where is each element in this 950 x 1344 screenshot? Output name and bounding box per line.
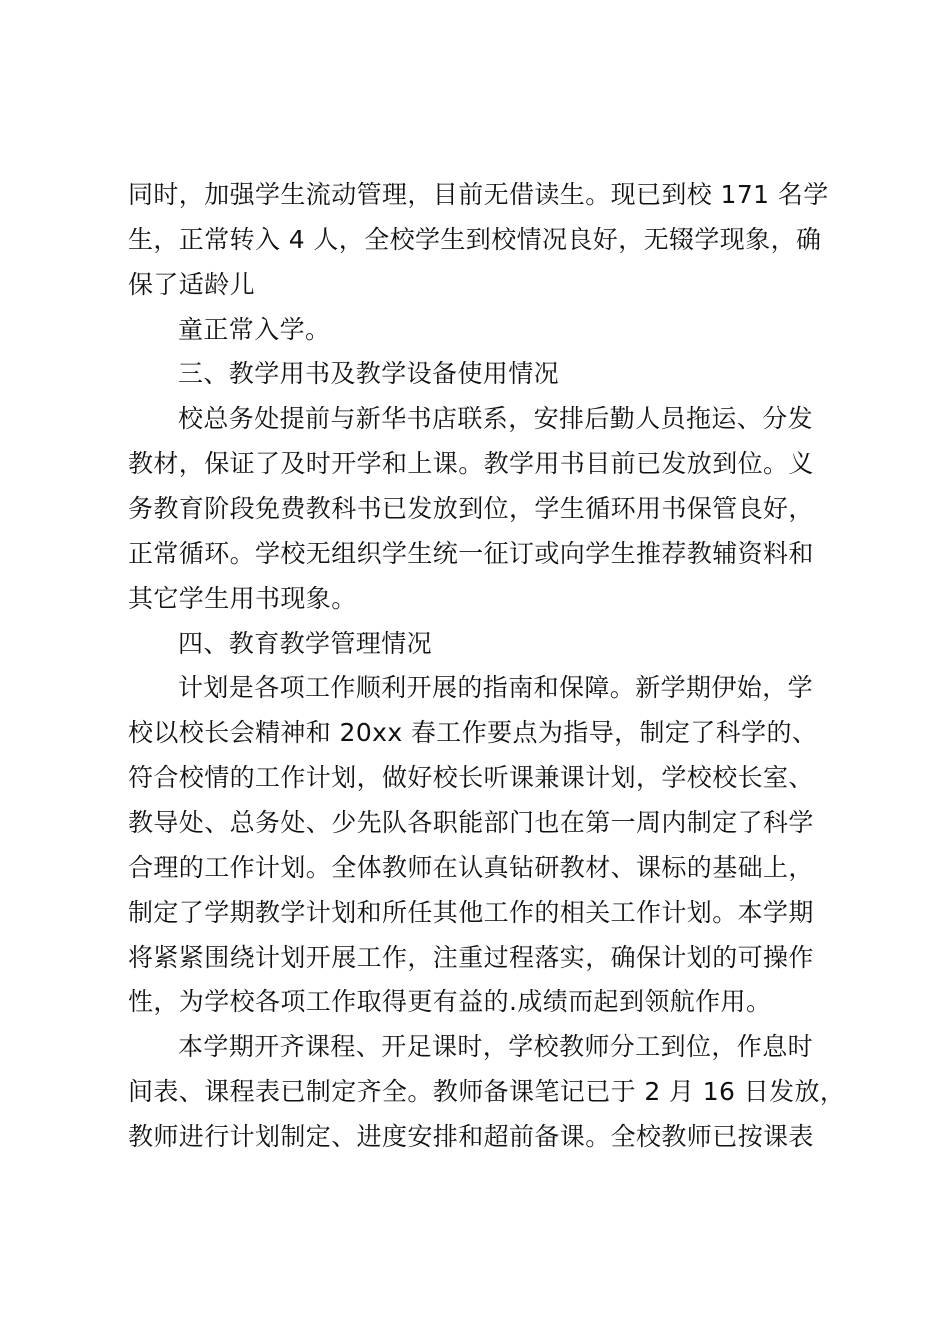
paragraph-line: 计划是各项工作顺利开展的指南和保障。新学期伊始，学	[178, 673, 814, 702]
paragraph-line: 本学期开齐课程、开足课时，学校教师分工到位，作息时	[178, 1032, 814, 1061]
section-heading: 四、教育教学管理情况	[178, 629, 433, 658]
paragraph-line: 校总务处提前与新华书店联系，安排后勤人员拖运、分发	[178, 404, 814, 433]
paragraph-line: 校以校长会精神和 20xx 春工作要点为指导，制定了科学的、	[128, 718, 818, 747]
paragraph-line: 性，为学校各项工作取得更有益的.成绩而起到领航作用。	[128, 987, 772, 1016]
paragraph-line: 教材，保证了及时开学和上课。教学用书目前已发放到位。义	[128, 449, 814, 478]
paragraph-line: 务教育阶段免费教科书已发放到位，学生循环用书保管良好，	[128, 494, 814, 523]
paragraph-line: 保了适龄儿	[128, 270, 256, 299]
paragraph-line: 符合校情的工作计划，做好校长听课兼课计划，学校校长室、	[128, 763, 814, 792]
paragraph-line: 生，正常转入 4 人，全校学生到校情况良好，无辍学现象，确	[128, 225, 822, 254]
paragraph-line: 制定了学期教学计划和所任其他工作的相关工作计划。本学期	[128, 898, 814, 927]
paragraph-line: 同时，加强学生流动管理，目前无借读生。现已到校 171 名学	[128, 180, 829, 209]
paragraph-line: 童正常入学。	[178, 315, 331, 344]
section-heading: 三、教学用书及教学设备使用情况	[178, 359, 560, 388]
paragraph-line: 合理的工作计划。全体教师在认真钻研教材、课标的基础上，	[128, 853, 814, 882]
paragraph-line: 将紧紧围绕计划开展工作，注重过程落实，确保计划的可操作	[128, 943, 814, 972]
paragraph-line: 教师进行计划制定、进度安排和超前备课。全校教师已按课表	[128, 1122, 814, 1151]
paragraph-line: 间表、课程表已制定齐全。教师备课笔记已于 2 月 16 日发放，	[128, 1077, 846, 1106]
paragraph-line: 正常循环。学校无组织学生统一征订或向学生推荐教辅资料和	[128, 539, 814, 568]
paragraph-line: 其它学生用书现象。	[128, 584, 357, 613]
paragraph-line: 教导处、总务处、少先队各职能部门也在第一周内制定了科学	[128, 808, 814, 837]
